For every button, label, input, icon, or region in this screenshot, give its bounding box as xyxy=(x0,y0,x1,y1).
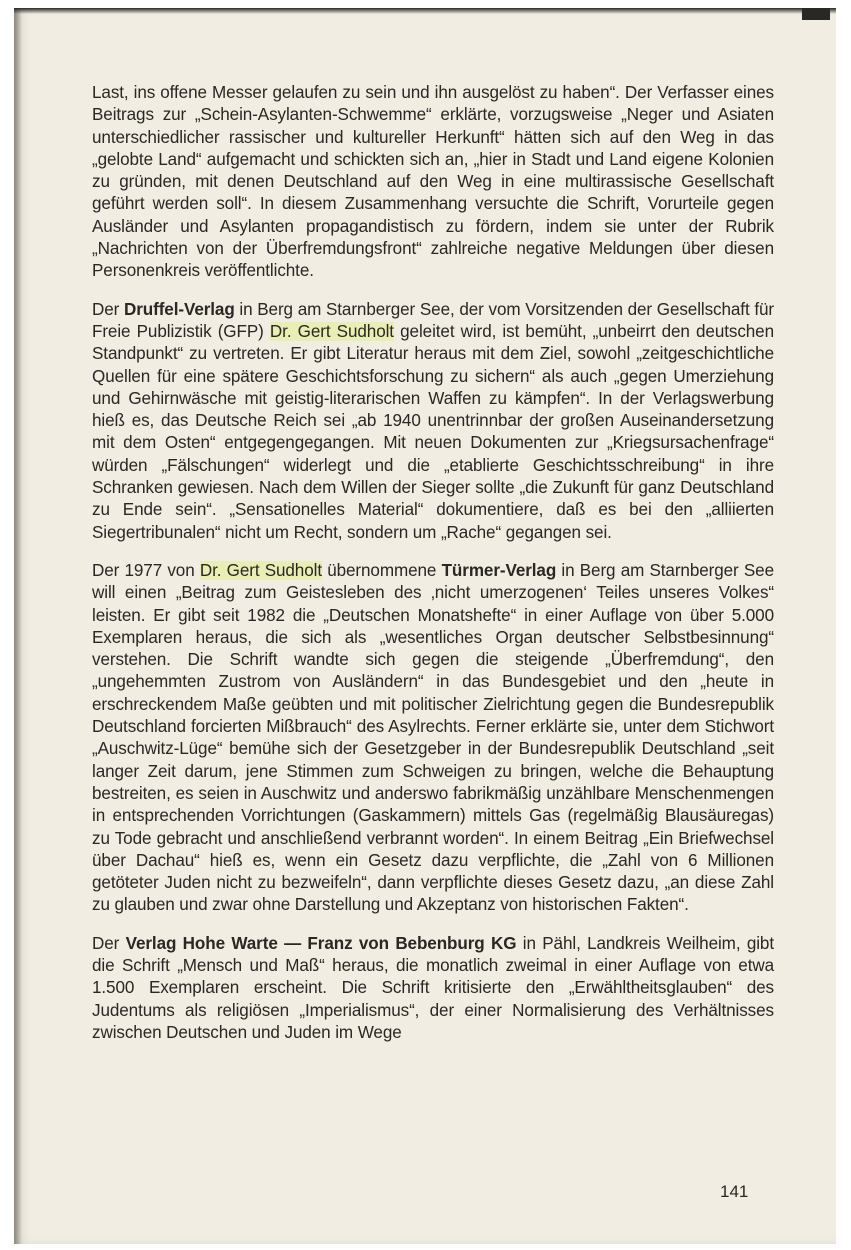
paragraph-4-text: Der xyxy=(92,933,126,953)
publisher-name-hohe-warte: Verlag Hohe Warte — Franz von Bebenburg KG xyxy=(125,933,517,953)
paragraph-4-text: in Pähl, Landkreis Weilheim, gibt die Schrift „Mensch und Maß“ heraus, die monatlich zweimal in einer Auflage von etwa 1.500 Exemplaren erscheint. Die Schrift kritisierte den „Erwähltheitsglauben“ des Judentums als religiösen „Imperialismus“, der einer Normalisierung des Verhältnisses zwischen Deutschen und Juden im Wege xyxy=(92,933,774,1042)
paragraph-4 xyxy=(92,933,774,1044)
paragraph-3-text: in Berg am Starnberger See will einen „Beitrag zum Geistesleben des ‚nicht umerzogenen‘ Teiles unseres Volkes“ leisten. Er gibt seit 1982 die „Deutschen Monatshefte“ in einer Auflage von über 5.000 Exemplaren heraus, die sich als „wesentliches Organ deutscher Selbstbesinnung“ verstehen. Die Schrift wandte sich gegen die steigende „Überfremdung“, den „ungehemmten Zustrom von Ausländern“ in das Bundesgebiet und den „heute in erschreckendem Maße geübten und mit politischer Zielrichtung gegen die Bundesrepublik Deutschland forcierten Mißbrauch“ des Asylrechts. Ferner erklärte sie, unter dem Stichwort „Auschwitz-Lüge“ bemühe sich der Gesetzgeber in der Bundesrepublik Deutschland „seit langer Zeit darum, jene Stimmen zum Schweigen zu bringen, welche die Behauptung bestreiten, es seien in Auschwitz und anderswo fabrikmäßig unzählbare Menschenmengen in entsprechenden Vorrichtungen (Gaskammern) mittels Gas (regelmäßig Blausäuregas) zu Tode gebracht und anschließend verbrannt worden“. In einem Beitrag „Ein Briefwechsel über Dachau“ hieß es, wenn ein Gesetz dazu verpflichte, die „Zahl von 6 Millionen getöteter Juden nicht zu bezweifeln“, dann verpflichte dieses Gesetz dazu, „an diese Zahl zu glauben und zwar ohne Darstellung und Akzeptanz von historischen Fakten“. xyxy=(92,560,774,915)
highlighted-name: Dr. Gert Sudholt xyxy=(199,560,322,580)
paragraph-1-text: Last, ins offene Messer gelaufen zu sein und ihn ausgelöst zu haben“. Der Verfasser eines Beitrags zur „Schein-Asylanten-Schwemme“ erklärte, vorzugsweise „Neger und Asiaten unterschiedlicher rassischer und kultureller Herkunft“ hätten sich auf den Weg in das „gelobte Land“ aufgemacht und schickten sich an, „hier in Stadt und Land eigene Kolonien zu gründen, mit denen Deutschland auf den Weg in eine multirassische Gesellschaft geführt werden soll“. In diesem Zusammenhang versuchte die Schrift, Vorurteile gegen Ausländer und Asylanten propagandistisch zu fördern, indem sie unter der Rubrik „Nachrichten von der Überfremdungsfront“ zahlreiche negative Meldungen über diesen Personenkreis veröffentlichte. xyxy=(92,83,774,281)
paragraph-2-text: in Berg am Starnberger See, der vom Vorsitzenden der Gesellschaft für Freie Publizistik (GFP) xyxy=(92,299,774,341)
highlighted-name: Dr. Gert Sudholt xyxy=(269,321,394,341)
page-number: 141 xyxy=(720,1182,749,1201)
page-top-edge xyxy=(14,8,836,14)
body-text xyxy=(92,82,774,1044)
paragraph-2-text: Der xyxy=(92,299,124,319)
paragraph-2-text: geleitet wird, ist bemüht, „unbeirrt den deutschen Standpunkt“ zu vertreten. Er gibt Literatur heraus mit dem Ziel, sowohl „zeitgeschichtliche Quellen für eine spätere Geschichtsforschung zu sichern“ als auch „gegen Umerziehung und Gehirnwäsche mit geistig-literarischen Waffen zu kämpfen“. In der Verlagswerbung hieß es, das Deutsche Reich sei „ab 1940 unentrinnbar der großen Auseinandersetzung mit dem Osten“ entgegengegangen. Mit neuen Dokumenten zur „Kriegsursachenfrage“ würden „Fälschungen“ widerlegt und die „etablierte Geschichtsschreibung“ in ihre Schranken gewiesen. Nach dem Willen der Sieger sollte „die Zukunft für ganz Deutschland zu Ende sein“. „Sensationelles Material“ dokumentiere, daß es bei den „alliierten Siegertribunalen“ nicht um Recht, sondern um „Rache“ gegangen sei. xyxy=(92,321,774,542)
paragraph-2 xyxy=(92,299,774,544)
publisher-name-druffel: Druffel-Verlag xyxy=(123,299,235,319)
paragraph-3-text: übernommene xyxy=(321,560,442,580)
publisher-name-tuermer: Türmer-Verlag xyxy=(441,560,557,580)
scan-edge-mark xyxy=(802,8,830,20)
paragraph-3-text: Der 1977 von xyxy=(92,560,200,580)
spine-shadow xyxy=(14,8,22,1244)
paragraph-1 xyxy=(92,82,774,283)
paragraph-3 xyxy=(92,560,774,917)
